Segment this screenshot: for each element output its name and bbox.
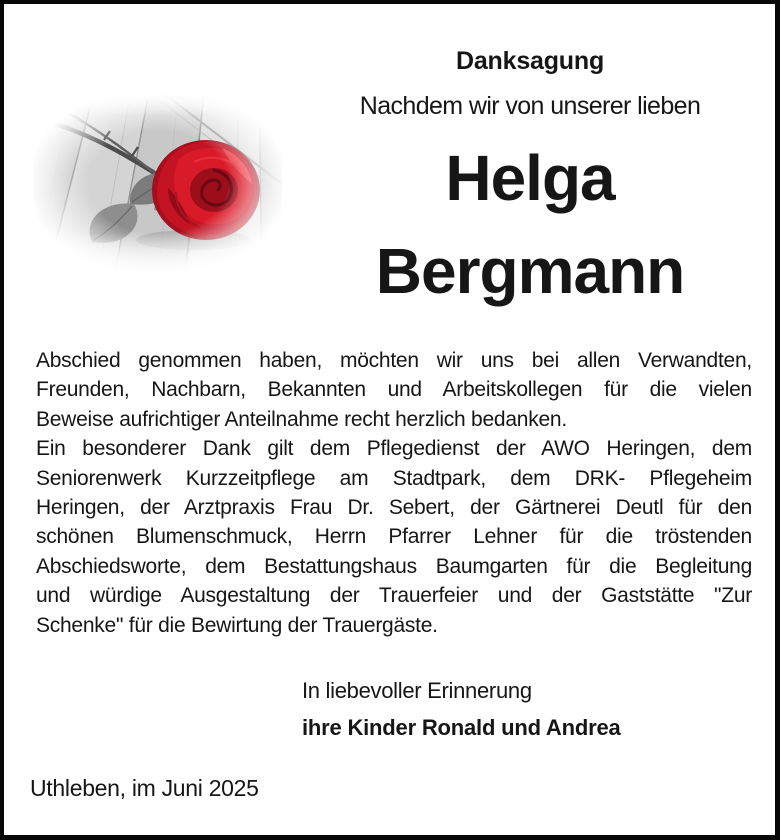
body-line: Ein besonderer Dank gilt dem Pflegedienst der AWO Heringen, dem — [36, 437, 752, 461]
document-title: Danksagung — [455, 47, 605, 75]
body-line: Schenke" für die Bewirtung der Trauergäste. — [36, 613, 438, 637]
deceased-last-name: Bergmann — [375, 235, 685, 307]
photo-edge-fade — [34, 92, 282, 288]
closing-block — [302, 678, 621, 741]
body-line: Abschied genommen haben, möchten wir uns bei allen Verwandten, — [36, 349, 752, 372]
body-line: Seniorenwerk Kurzzeitpflege am Stadtpark, dem DRK- Pflegeheim — [36, 466, 752, 490]
body-line: Heringen, der Arztpraxis Frau Dr. Sebert, der Gärtnerei Deutl für den — [36, 495, 752, 519]
closing-remembrance: In liebevoller Erinnerung — [302, 678, 532, 703]
body-line: und würdige Ausgestaltung der Trauerfeier und der Gaststätte "Zur — [36, 584, 752, 608]
body-line: Beweise aufrichtiger Anteilnahme recht herzlich bedanken. — [36, 407, 567, 431]
closing-family: ihre Kinder Ronald und Andrea — [302, 715, 621, 740]
rose-photo-image — [34, 92, 282, 288]
place-date: Uthleben, im Juni 2025 — [30, 775, 259, 801]
intro-line: Nachdem wir von unserer lieben — [359, 92, 701, 120]
body-line: Freunden, Nachbarn, Bekannten und Arbeitskollegen für die vielen — [36, 378, 752, 402]
deceased-first-name: Helga — [445, 142, 615, 214]
body-line: Abschiedsworte, dem Bestattungshaus Baumgarten für die Begleitung — [36, 554, 752, 578]
body-line: schönen Blumenschmuck, Herrn Pfarrer Lehner für die tröstenden — [36, 525, 752, 549]
body-text — [36, 346, 752, 640]
deceased-name — [304, 132, 756, 318]
